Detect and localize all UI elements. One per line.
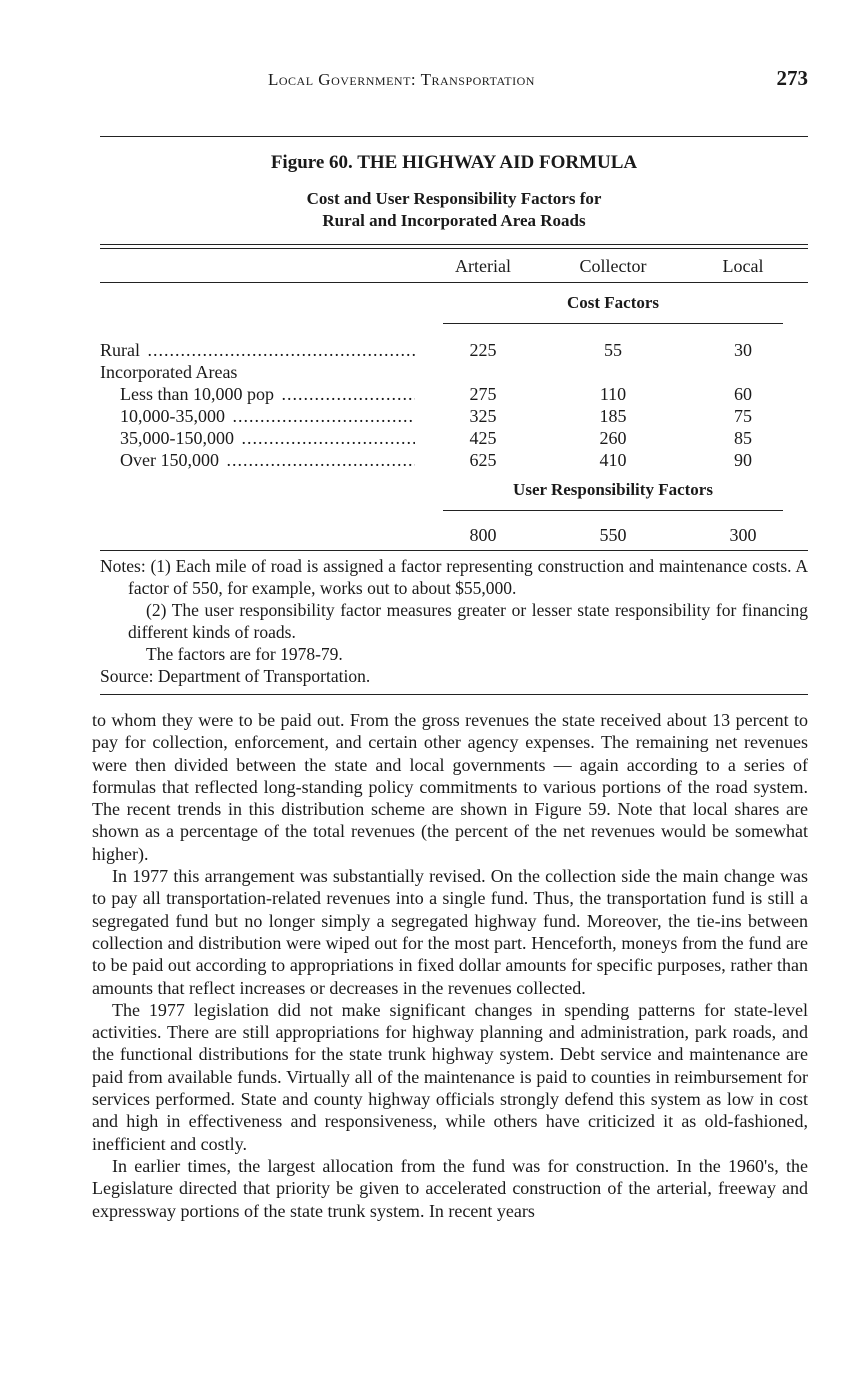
row-label-text: 10,000-35,000 xyxy=(120,406,225,426)
cell-rural-local: 30 xyxy=(734,340,752,360)
cell-35000-150000-arterial: 425 xyxy=(469,428,497,448)
cell-35000-150000-local: 85 xyxy=(734,428,752,448)
user-responsibility-label: User Responsibility Factors xyxy=(513,480,713,499)
figure-subtitle-line-1: Cost and User Responsibility Factors for xyxy=(306,189,602,208)
cell-user-local: 300 xyxy=(729,525,757,545)
header-rule xyxy=(100,282,808,283)
cell-over-150000-collector: 410 xyxy=(599,450,627,470)
table-bottom-rule xyxy=(100,550,808,551)
row-label-rural xyxy=(100,339,415,361)
figure-notes xyxy=(100,555,808,687)
cell-user-collector: 550 xyxy=(599,525,627,545)
note-1: Notes: (1) Each mile of road is assigned a factor representing construction and maintenance costs. A factor of 550, for example, works out to about $55,000. xyxy=(100,556,808,598)
row-label-incorporated-areas xyxy=(100,361,415,383)
user-responsibility-rule xyxy=(443,510,783,511)
cell-35000-150000-collector: 260 xyxy=(599,428,627,448)
row-label-35000-150000 xyxy=(120,427,415,449)
row-label-text: Incorporated Areas xyxy=(100,362,238,382)
body-text xyxy=(92,709,808,1222)
figure-top-rule xyxy=(100,136,808,137)
row-label-over-150000 xyxy=(120,449,415,471)
row-label-text: Over 150,000 xyxy=(120,450,219,470)
column-header-arterial: Arterial xyxy=(455,256,511,276)
row-label-text: Less than 10,000 pop xyxy=(120,384,274,404)
cell-under-10000-collector: 110 xyxy=(599,384,627,404)
cell-under-10000-local: 60 xyxy=(734,384,752,404)
running-head xyxy=(100,66,808,96)
cell-under-10000-arterial: 275 xyxy=(469,384,497,404)
row-label-text: Rural xyxy=(100,340,140,360)
page-number: 273 xyxy=(776,66,808,90)
note-3: The factors are for 1978-79. xyxy=(146,644,343,664)
cell-10000-35000-arterial: 325 xyxy=(469,406,497,426)
running-title: Local Government: Transportation xyxy=(268,70,535,89)
figure-bottom-rule xyxy=(100,694,808,695)
note-2: (2) The user responsibility factor measures greater or lesser state responsibility for financing different kinds of roads. xyxy=(128,600,808,642)
row-label-text: 35,000-150,000 xyxy=(120,428,234,448)
cell-10000-35000-collector: 185 xyxy=(599,406,627,426)
column-header-collector: Collector xyxy=(579,256,647,276)
row-label-under-10000 xyxy=(120,383,415,405)
cost-factors-rule xyxy=(443,323,783,324)
cell-over-150000-local: 90 xyxy=(734,450,752,470)
table-double-rule-bottom xyxy=(100,248,808,249)
cell-user-arterial: 800 xyxy=(469,525,497,545)
body-paragraph-1: to whom they were to be paid out. From the gross revenues the state received about 13 percent to pay for collection, enforcement, and certain other agency expenses. The remaining net revenues were then divided between the state and local governments — again according to a series of formulas that reflected long-standing policy commitments to various portions of the road system. The recent trends in this distribution scheme are shown in Figure 59. Note that local shares are shown as a percentage of the total revenues (the percent of the net revenues would be somewhat higher). xyxy=(92,710,808,864)
column-header-local: Local xyxy=(722,256,764,276)
body-paragraph-3: The 1977 legislation did not make significant changes in spending patterns for state-level activities. There are still appropriations for highway planning and administration, park roads, and the functional distributions for the state trunk highway system. Debt service and maintenance are paid from available funds. Virtually all of the maintenance is paid to counties in reimbursement for services performed. State and county highway officials strongly defend this system as low in cost and high in effectiveness and responsiveness, while others have criticized it as old-fashioned, inefficient and costly. xyxy=(92,999,808,1154)
body-paragraph-2: In 1977 this arrangement was substantially revised. On the collection side the main change was to pay all transportation-related revenues into a single fund. Thus, the transportation fund is still a segregated fund but no longer simply a segregated highway fund. Moreover, the tie-ins between collection and distribution were wiped out for the most part. Henceforth, moneys from the fund are to be paid out according to appropriations in fixed dollar amounts for specific purposes, rather than amounts that reflect increases or decreases in the revenues collected. xyxy=(92,866,808,998)
cell-rural-arterial: 225 xyxy=(469,340,497,360)
table-double-rule-top xyxy=(100,244,808,245)
figure-subtitle xyxy=(100,188,808,232)
cell-10000-35000-local: 75 xyxy=(734,406,752,426)
body-paragraph-4: In earlier times, the largest allocation from the fund was for construction. In the 1960's, the Legislature directed that priority be given to accelerated construction of the arterial, freeway and expressway portions of the state trunk system. In recent years xyxy=(92,1155,808,1221)
row-label-10000-35000 xyxy=(120,405,415,427)
figure-title: Figure 60. THE HIGHWAY AID FORMULA xyxy=(270,152,638,173)
cell-rural-collector: 55 xyxy=(604,340,622,360)
cost-factors-label: Cost Factors xyxy=(566,293,660,312)
figure-source: Source: Department of Transportation. xyxy=(100,666,371,686)
figure-subtitle-line-2: Rural and Incorporated Area Roads xyxy=(322,211,586,230)
cell-over-150000-arterial: 625 xyxy=(469,450,497,470)
